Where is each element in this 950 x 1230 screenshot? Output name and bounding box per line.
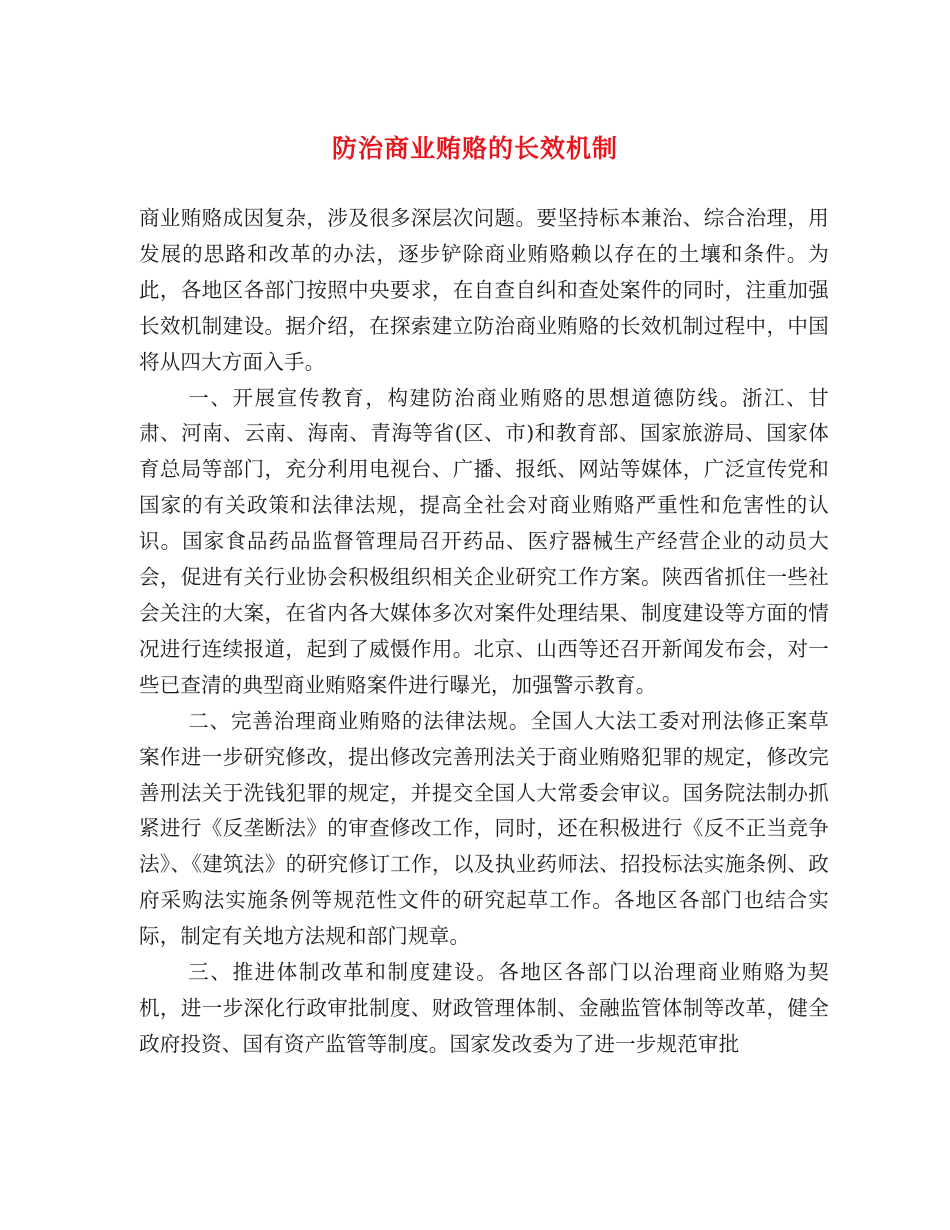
paragraph-section-3: 三、推进体制改革和制度建设。各地区各部门以治理商业贿赂为契机，进一步深化行政审批制度、财政管理体制、金融监管体制等改革，健全政府投资、国有资产监管等制度。国家发改委为了进一步规范审批 — [139, 960, 829, 1056]
document-body — [139, 201, 829, 1063]
document-title: 防治商业贿赂的长效机制 — [331, 134, 618, 163]
paragraph-section-1: 一、开展宣传教育，构建防治商业贿赂的思想道德防线。浙江、甘肃、河南、云南、海南、青海等省(区、市)和教育部、国家旅游局、国家体育总局等部门，充分利用电视台、广播、报纸、网站等媒体，广泛宣传党和国家的有关政策和法律法规，提高全社会对商业贿赂严重性和危害性的认识。国家食品药品监督管理局召开药品、医疗器械生产经营企业的动员大会，促进有关行业协会积极组织相关企业研究工作方案。陕西省抓住一些社会关注的大案，在省内各大媒体多次对案件处理结果、制度建设等方面的情况进行连续报道，起到了威慑作用。北京、山西等还召开新闻发布会，对一些已查清的典型商业贿赂案件进行曝光，加强警示教育。 — [139, 385, 829, 697]
paragraph-intro: 商业贿赂成因复杂，涉及很多深层次问题。要坚持标本兼治、综合治理，用发展的思路和改革的办法，逐步铲除商业贿赂赖以存在的土壤和条件。为此，各地区各部门按照中央要求，在自查自纠和查处案件的同时，注重加强长效机制建设。据介绍，在探索建立防治商业贿赂的长效机制过程中，中国将从四大方面入手。 — [139, 206, 829, 374]
paragraph-section-2: 二、完善治理商业贿赂的法律法规。全国人大法工委对刑法修正案草案作进一步研究修改，提出修改完善刑法关于商业贿赂犯罪的规定，修改完善刑法关于洗钱犯罪的规定，并提交全国人大常委会审议。国务院法制办抓紧进行《反垄断法》的审查修改工作，同时，还在积极进行《反不正当竞争法》、《建筑法》的研究修订工作，以及执业药师法、招投标法实施条例、政府采购法实施条例等规范性文件的研究起草工作。各地区各部门也结合实际，制定有关地方法规和部门规章。 — [139, 708, 829, 949]
